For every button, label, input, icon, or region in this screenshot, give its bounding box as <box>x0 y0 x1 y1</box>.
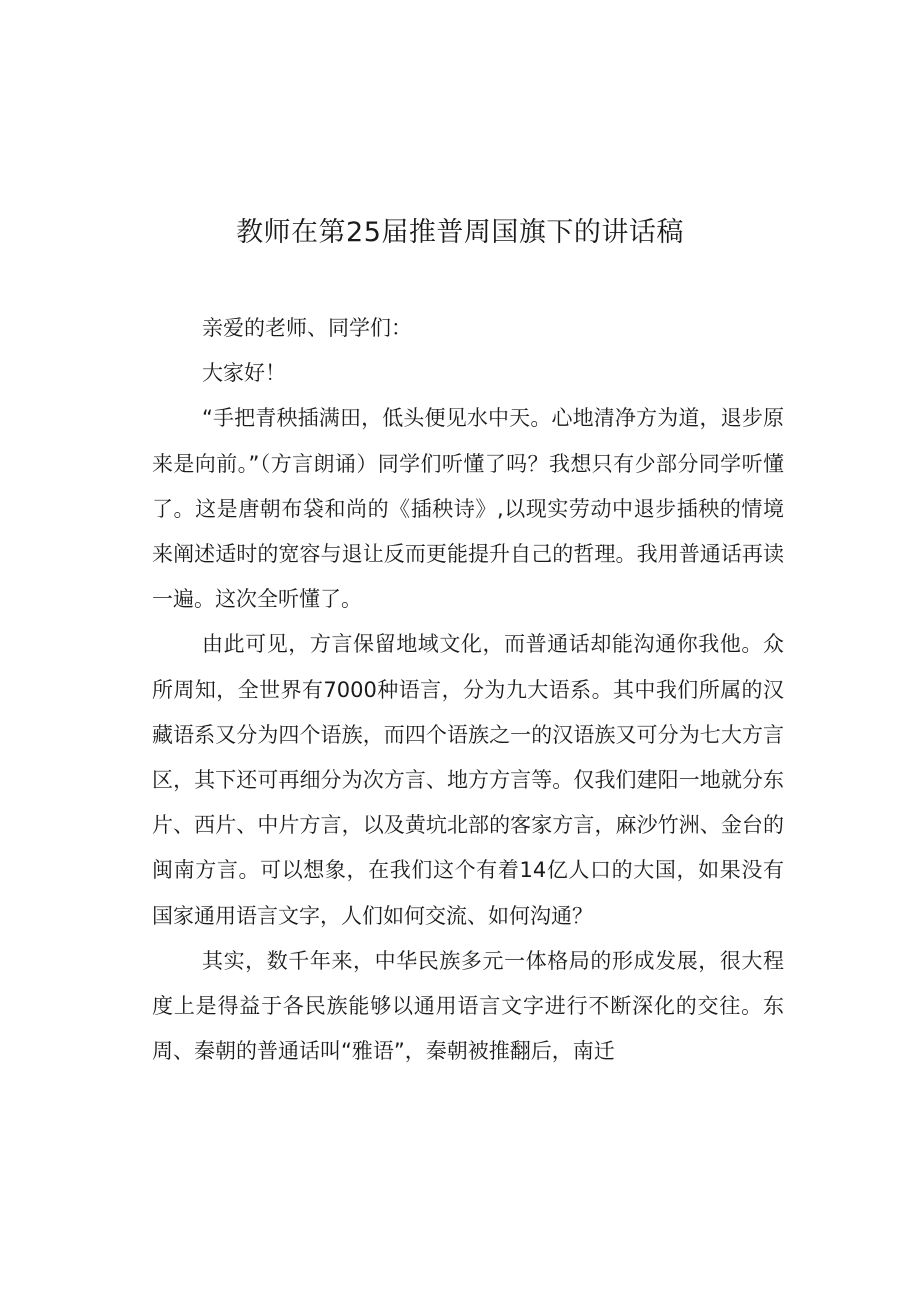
document-title: 教师在第25届推普周国旗下的讲话稿 <box>236 217 684 248</box>
salutation: 亲爱的老师、同学们： <box>202 316 412 340</box>
paragraph-2: 由此可见，方言保留地域文化，而普通话却能沟通你我他。众所周知，全世界有7000种语言，分为九大语系。其中我们所属的汉藏语系又分为四个语族，而四个语族之一的汉语族又可分为七大方言区，其下还可再细分为次方言、地方方言等。仅我们建阳一地就分东片、西片、中片方言，以及黄坑北部的客家方言，麻沙竹洲、金台的闽南方言。可以想象，在我们这个有着14亿人口的大国，如果没有国家通用语言文字，人们如何交流、如何沟通？ <box>152 632 784 928</box>
paragraph-1: “手把青秧插满田，低头便见水中天。心地清净方为道，退步原来是向前。”（方言朗诵）同学们听懂了吗？我想只有少部分同学听懂了。这是唐朝布袋和尚的《插秧诗》,以现实劳动中退步插秧的情境来阐述适时的宽容与退让反而更能提升自己的哲理。我用普通话再读一遍。这次全听懂了。 <box>152 406 784 612</box>
paragraph-3: 其实，数千年来，中华民族多元一体格局的形成发展，很大程度上是得益于各民族能够以通用语言文字进行不断深化的交往。东周、秦朝的普通话叫“雅语”，秦朝被推翻后，南迁 <box>152 948 784 1064</box>
greeting: 大家好！ <box>202 361 286 386</box>
document-body <box>152 306 784 1074</box>
